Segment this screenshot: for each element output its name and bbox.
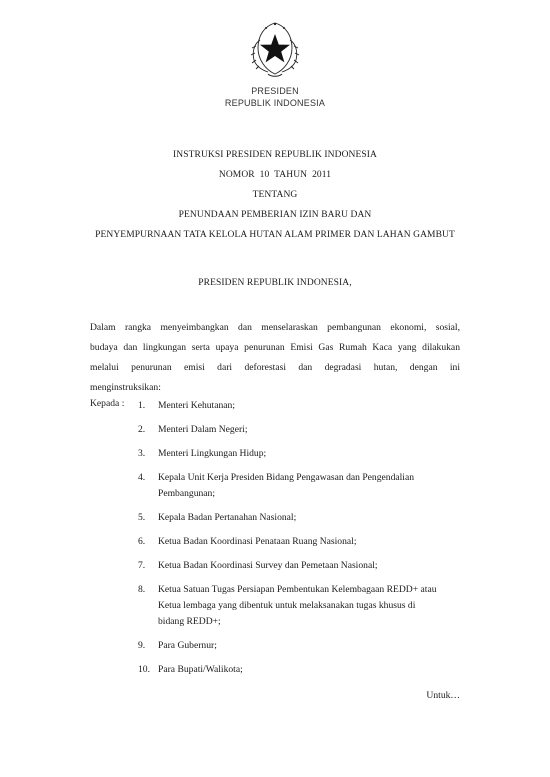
list-item-text: Menteri Kehutanan;	[158, 400, 235, 411]
list-item-text: Menteri Dalam Negeri;	[158, 424, 248, 435]
list-item-number: 8.	[138, 584, 146, 595]
president-heading: PRESIDEN REPUBLIK INDONESIA,	[198, 278, 352, 288]
state-emblem-icon	[246, 18, 304, 80]
list-item-number: 3.	[138, 448, 146, 459]
title-subject-2: PENYEMPURNAAN TATA KELOLA HUTAN ALAM PRIMER DAN LAHAN GAMBUT	[95, 230, 455, 240]
list-item-text: Ketua Satuan Tugas Persiapan Pembentukan Kelembagaan REDD+ atau Ketua lembaga yang dibentuk untuk melaksanakan tugas khusus di bidang REDD+;	[158, 584, 437, 627]
title-nomor: NOMOR 10 TAHUN 2011	[218, 170, 332, 180]
list-item	[138, 398, 438, 414]
list-item-number: 5.	[138, 512, 146, 523]
list-item-number: 6.	[138, 536, 146, 547]
title-instruksi: INSTRUKSI PRESIDEN REPUBLIK INDONESIA	[173, 150, 377, 160]
list-item-text: Para Bupati/Walikota;	[158, 664, 243, 675]
list-item	[138, 558, 438, 574]
list-item-number: 9.	[138, 640, 146, 651]
header-line-republik: REPUBLIK INDONESIA	[224, 98, 326, 108]
list-item-number: 10.	[138, 664, 150, 675]
list-item-number: 7.	[138, 560, 146, 571]
list-item-text: Menteri Lingkungan Hidup;	[158, 448, 267, 459]
list-item	[138, 582, 438, 630]
list-item-number: 1.	[138, 400, 146, 411]
list-item-text: Ketua Badan Koordinasi Survey dan Pemetaan Nasional;	[158, 560, 378, 571]
intro-line-4: menginstruksikan:	[90, 382, 161, 393]
list-item	[138, 470, 438, 502]
list-item-text: Kepala Badan Pertanahan Nasional;	[158, 512, 297, 523]
title-tentang: TENTANG	[252, 190, 298, 200]
list-item	[138, 534, 438, 550]
list-item-number: 4.	[138, 472, 146, 483]
list-item-text: Kepala Unit Kerja Presiden Bidang Pengawasan dan Pengendalian Pembangunan;	[158, 472, 415, 499]
title-subject-1: PENUNDAAN PEMBERIAN IZIN BARU DAN	[178, 210, 372, 220]
list-item	[138, 446, 438, 462]
kepada-label: Kepada :	[90, 398, 125, 409]
intro-line-1: Dalam rangka menyeimbangkan dan menselaraskan pembangunan ekonomi, sosial,	[90, 322, 460, 333]
list-item	[138, 662, 438, 678]
intro-line-2: budaya dan lingkungan serta upaya penurunan Emisi Gas Rumah Kaca yang dilakukan	[90, 342, 460, 353]
list-item	[138, 422, 438, 438]
list-item-text: Para Gubernur;	[158, 640, 217, 651]
page-catchword: Untuk…	[426, 690, 460, 701]
header-line-presiden: PRESIDEN	[251, 86, 299, 96]
list-item-text: Ketua Badan Koordinasi Penataan Ruang Nasional;	[158, 536, 357, 547]
intro-line-3: melalui penurunan emisi dari deforestasi dan degradasi hutan, dengan ini	[90, 362, 460, 373]
list-item-number: 2.	[138, 424, 146, 435]
list-item	[138, 510, 438, 526]
list-item	[138, 638, 438, 654]
